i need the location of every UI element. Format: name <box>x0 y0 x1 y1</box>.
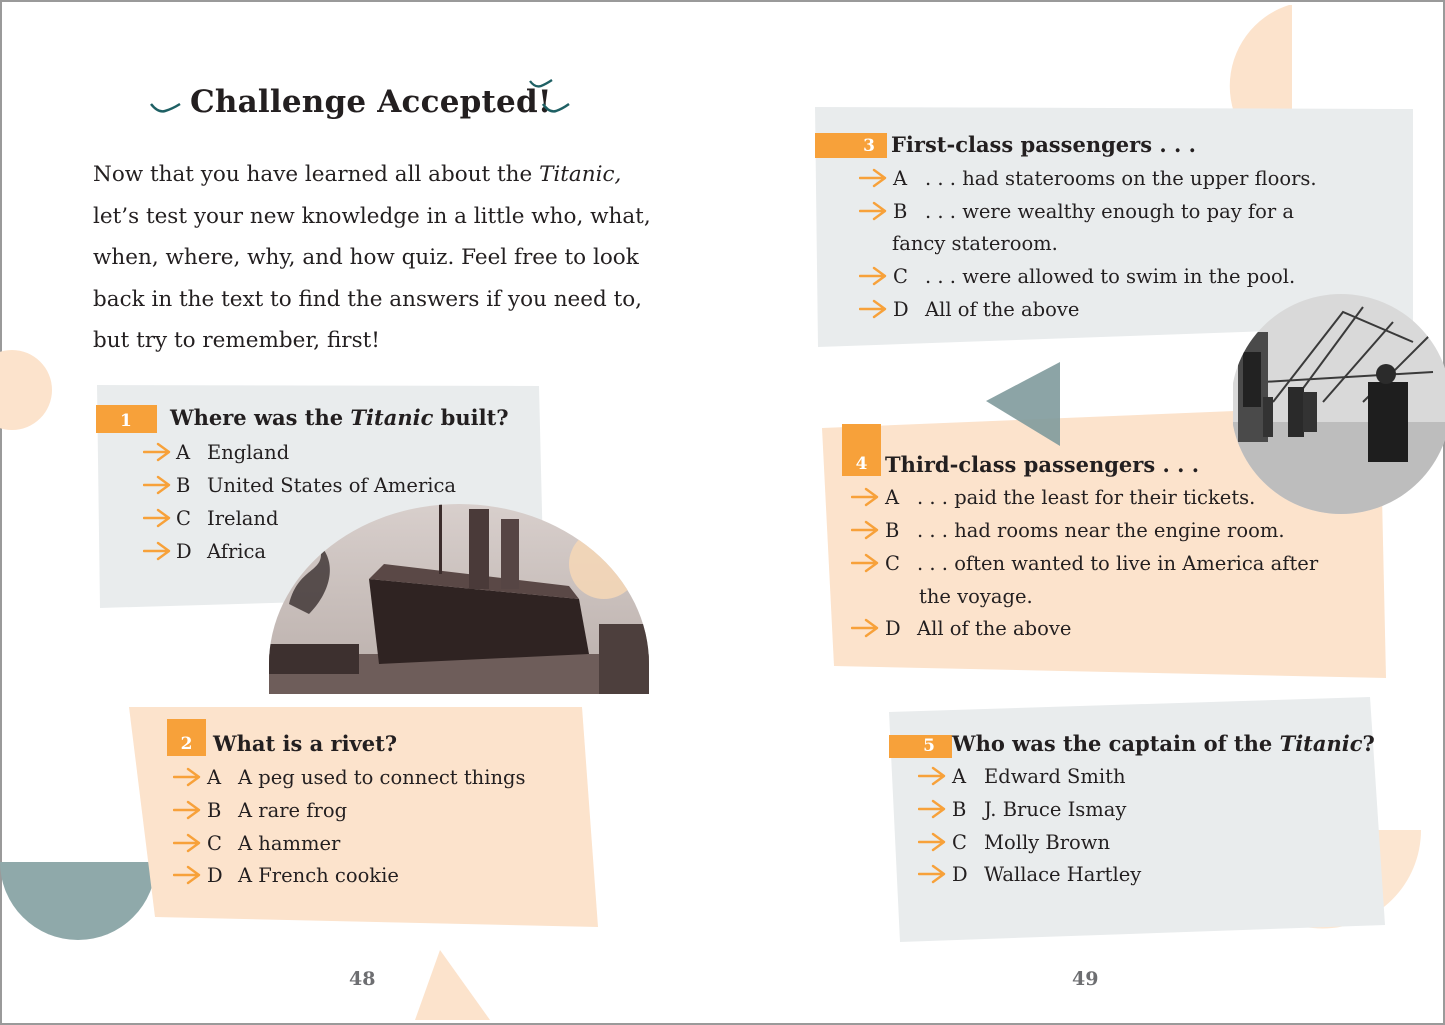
option-letter-c: C <box>176 507 191 530</box>
intro-text: Now that you have learned all about the <box>93 162 540 187</box>
option-letter-d: D <box>176 540 192 563</box>
option-text: J. Bruce Ismay <box>984 798 1127 821</box>
intro-italic: Titanic, <box>539 162 622 187</box>
arrow-icon <box>851 553 879 573</box>
intro-paragraph <box>93 154 653 362</box>
question-number: 1 <box>96 405 157 433</box>
arrow-icon <box>173 833 201 853</box>
option-text: A peg used to connect things <box>238 766 526 789</box>
page-number-right: 49 <box>1072 968 1099 990</box>
arrow-icon <box>851 487 879 507</box>
arrow-icon <box>173 800 201 820</box>
option-letter-b: B <box>885 519 900 542</box>
option-text: Ireland <box>207 507 279 530</box>
option-letter-c: C <box>207 832 222 855</box>
question-text <box>170 405 509 430</box>
option-letter-a: A <box>952 765 967 788</box>
question-text-part: Where was the <box>170 405 351 430</box>
option-letter-b: B <box>207 799 222 822</box>
question-number: 5 <box>889 735 952 758</box>
option-text: . . . often wanted to live in America after <box>917 552 1319 575</box>
option-text-continuation: the voyage. <box>919 585 1033 608</box>
option-text: . . . paid the least for their tickets. <box>917 486 1256 509</box>
arrow-icon <box>143 442 171 462</box>
option-letter-c: C <box>885 552 900 575</box>
arrow-icon <box>173 767 201 787</box>
bird-icon <box>542 101 570 115</box>
question-number: 3 <box>815 133 887 158</box>
question-text <box>213 731 397 756</box>
question-text <box>891 132 1196 157</box>
option-text: United States of America <box>207 474 457 497</box>
option-letter-d: D <box>207 864 223 887</box>
page-number-left: 48 <box>349 968 376 990</box>
question-number: 2 <box>167 719 206 756</box>
question-text <box>885 452 1199 477</box>
arrow-icon <box>859 299 887 319</box>
arrow-icon <box>859 266 887 286</box>
option-letter-d: D <box>893 298 909 321</box>
arrow-icon <box>918 864 946 884</box>
option-letter-c: C <box>952 831 967 854</box>
option-text: England <box>207 441 290 464</box>
intro-text: let’s test your new knowledge in a little who, what, when, where, why, and how quiz. Feel free to look back in the text to find the answers if you need to, but try to remember, first! <box>93 203 651 353</box>
arrow-icon <box>851 520 879 540</box>
option-text: A rare frog <box>238 799 348 822</box>
option-letter-b: B <box>176 474 191 497</box>
option-text: . . . were wealthy enough to pay for a <box>925 200 1295 223</box>
option-letter-b: B <box>893 200 908 223</box>
question-text-italic: Titanic <box>350 405 434 430</box>
question-text-part: Third-class passengers . . . <box>885 452 1200 477</box>
arrow-icon <box>143 508 171 528</box>
ship-photo <box>269 504 649 694</box>
arrow-icon <box>859 168 887 188</box>
arrow-icon <box>918 832 946 852</box>
arrow-icon <box>851 618 879 638</box>
question-text-italic: Titanic <box>1279 731 1363 756</box>
bird-icon <box>529 78 553 90</box>
option-letter-a: A <box>885 486 900 509</box>
question-text <box>952 731 1375 756</box>
option-letter-c: C <box>893 265 908 288</box>
question-text-part: built? <box>433 405 509 430</box>
bird-icon <box>150 101 182 115</box>
arrow-icon <box>143 475 171 495</box>
option-text-continuation: fancy stateroom. <box>892 232 1058 255</box>
option-letter-d: D <box>885 617 901 640</box>
passengers-photo <box>1233 292 1445 517</box>
question-text-part: First-class passengers . . . <box>891 132 1196 157</box>
option-text: . . . had rooms near the engine room. <box>917 519 1285 542</box>
option-text: Africa <box>207 540 267 563</box>
option-text: All of the above <box>917 617 1072 640</box>
option-letter-b: B <box>952 798 967 821</box>
option-text: Edward Smith <box>984 765 1126 788</box>
page-title: Challenge Accepted! <box>190 84 552 120</box>
arrow-icon <box>859 201 887 221</box>
option-letter-a: A <box>207 766 222 789</box>
option-text: Molly Brown <box>984 831 1111 854</box>
option-letter-d: D <box>952 863 968 886</box>
option-letter-a: A <box>893 167 908 190</box>
option-text: A French cookie <box>238 864 399 887</box>
option-text: All of the above <box>925 298 1080 321</box>
teal-triangle <box>984 358 1064 448</box>
question-text-part: ? <box>1362 731 1375 756</box>
arrow-icon <box>173 865 201 885</box>
arrow-icon <box>143 541 171 561</box>
option-text: A hammer <box>238 832 341 855</box>
arrow-icon <box>918 799 946 819</box>
arrow-icon <box>918 766 946 786</box>
question-text-part: What is a rivet? <box>213 731 398 756</box>
option-text: . . . were allowed to swim in the pool. <box>925 265 1296 288</box>
question-number: 4 <box>842 424 881 476</box>
question-text-part: Who was the captain of the <box>952 731 1280 756</box>
option-letter-a: A <box>176 441 191 464</box>
option-text: Wallace Hartley <box>984 863 1142 886</box>
option-text: . . . had staterooms on the upper floors. <box>925 167 1317 190</box>
